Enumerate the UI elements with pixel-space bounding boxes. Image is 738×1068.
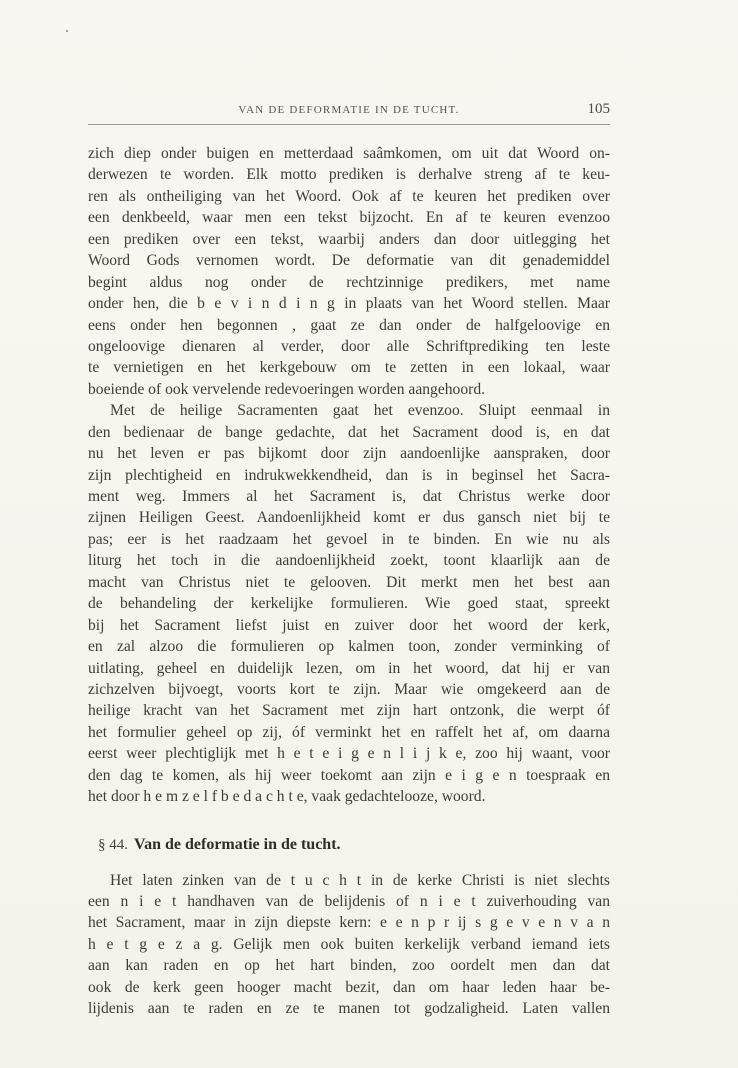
text-line: de behandeling der kerkelijke formulieren. Wie goed staat, spreekt (88, 595, 610, 613)
text-line: een n i e t handhaven van de belijdenis of n i e t zuiverhouding van (88, 893, 610, 910)
section-gap (88, 808, 610, 834)
text-line: pas; eer is het raadzaam het gevoel in te binden. En wie nu als (88, 530, 610, 548)
text-line: te vernietigen en het kerkgebouw om te zetten in een lokaal, waar (88, 359, 610, 377)
page-number: 105 (587, 101, 610, 117)
text-line: en zal alzoo die formulieren op kalmen toon, zonder verminking of (88, 638, 610, 656)
text-line: eerst weer plechtiglijk met h e t e i g e n l i j k e, zoo hij waant, voor (88, 745, 610, 763)
text-line: ongeloovige dienaren al verder, door alle Schriftprediking ten leste (88, 337, 610, 355)
text-line: ren als ontheiliging van het Woord. Ook af te keuren het prediken over (88, 187, 610, 205)
text-line: ook de kerk geen hooger macht bezit, dan om haar leden haar be- (88, 978, 610, 996)
text-line: het formulier geheel op zij, óf verminkt het en raffelt het af, om daarna (88, 723, 610, 741)
text-line: uitlating, geheel en duidelijk lezen, om in het woord, dat hij er van (88, 659, 610, 677)
text-line: den bedienaar de bange gedachte, dat het Sacrament dood is, en dat (88, 423, 610, 441)
text-line: Met de heilige Sacramenten gaat het evenzoo. Sluipt eenmaal in (110, 402, 610, 420)
text-line: Woord Gods vernomen wordt. De deformatie van dit genademiddel (88, 252, 610, 270)
text-line: een prediken over een tekst, waarbij anders dan door uitlegging het (88, 230, 610, 248)
text-line: liturg het toch in die aandoenlijkheid zoekt, toont klaarlijk aan de (88, 552, 610, 570)
text-line: aan kan raden en op het hart binden, zoo oordelt men dan dat (88, 957, 610, 975)
text-line: het door h e m z e l f b e d a c h t e, vaak gedachtelooze, woord. (88, 788, 486, 806)
text-line: ment weg. Immers al het Sacrament is, dat Christus werke door (88, 488, 610, 505)
text-line: zijnen Heiligen Geest. Aandoenlijkheid komt er dus gansch niet bij te (88, 509, 610, 527)
body-text (88, 143, 610, 1020)
text-line: het Sacrament, maar in zijn diepste kern: e e n p r ij s g e v e n v a n (88, 914, 610, 932)
text-line: macht van Christus niet te gelooven. Dit merkt men het best aan (88, 573, 610, 591)
section-gap (88, 856, 610, 870)
text-line: lijdenis aan te raden en ze te manen tot godzaligheid. Laten vallen (88, 1000, 610, 1018)
page-speck (66, 30, 68, 32)
text-line: Het laten zinken van de t u c h t in de kerke Christi is niet slechts (110, 871, 610, 889)
section-number: § 44. (98, 836, 128, 853)
running-head-title: VAN DE DEFORMATIE IN DE TUCHT. (238, 104, 460, 116)
text-line: nu het leven er pas bijkomt door zijn aandoenlijke aanspraken, door (88, 445, 610, 463)
text-line: eens onder hen begonnen , gaat ze dan onder de halfgeloovige en (88, 316, 610, 334)
text-line: bij het Sacrament liefst juist en zuiver door het woord der kerk, (88, 616, 610, 634)
text-line: onder hen, die b e v i n d i n g in plaats van het Woord stellen. Maar (88, 295, 610, 313)
text-line: heilige kracht van het Sacrament met zijn hart ontzonk, die werpt óf (88, 702, 610, 720)
running-head (88, 101, 610, 121)
text-line: zijn plechtigheid en indrukwekkendheid, dan is in beginsel het Sacra- (88, 466, 610, 484)
text-line: den dag te komen, als hij weer toekomt aan zijn e i g e n toespraak en (88, 766, 610, 784)
text-line: zichzelven bijvoegt, voorts kort te zijn. Maar wie omgekeerd aan de (88, 680, 610, 698)
section-title: Van de deformatie in de tucht. (134, 835, 341, 853)
section-heading (88, 834, 610, 856)
text-line: begint aldus nog onder de rechtzinnige predikers, met name (88, 273, 610, 291)
text-line: een denkbeeld, waar men een tekst bijzocht. En af te keuren evenzoo (88, 209, 610, 227)
text-line: h e t g e z a g. Gelijk men ook buiten kerkelijk verband iemand iets (88, 935, 610, 953)
text-line: boeiende of ook vervelende redevoeringen worden aangehoord. (88, 380, 486, 398)
text-line: derwezen te worden. Elk motto prediken is derhalve streng af te keu- (88, 166, 610, 184)
header-rule (88, 124, 610, 125)
text-line: zich diep onder buigen en metterdaad saâmkomen, om uit dat Woord on- (88, 145, 610, 162)
